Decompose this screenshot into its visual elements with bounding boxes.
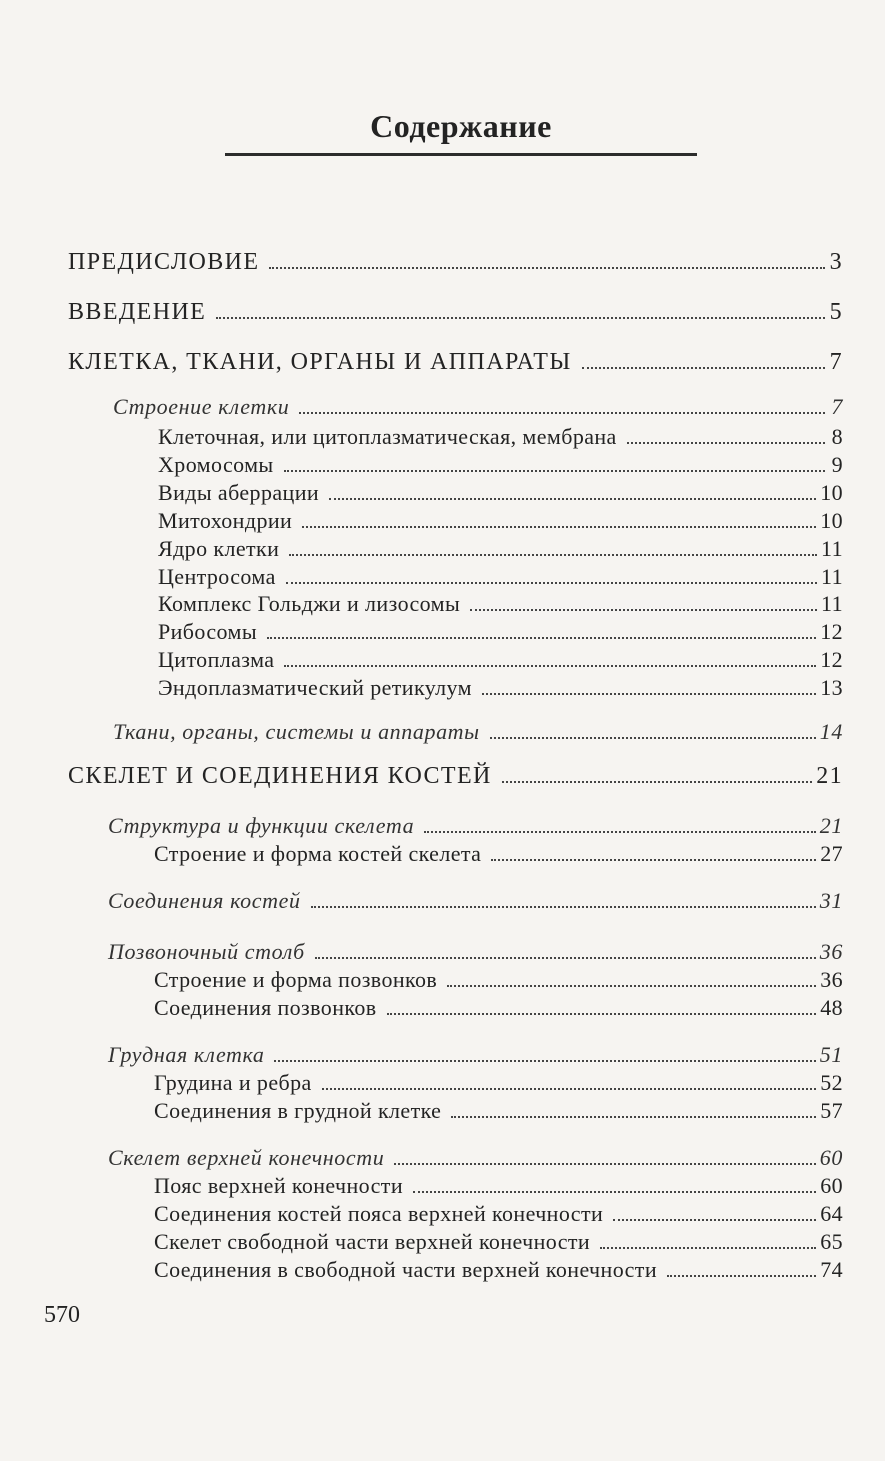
dot-leader	[582, 367, 825, 369]
toc-entry-page: 12	[820, 647, 843, 672]
toc-entry-page: 36	[819, 939, 843, 964]
dot-leader	[451, 1116, 816, 1118]
toc-entry[interactable]	[154, 1069, 843, 1097]
toc-entry-label: Соединения в грудной клетке	[154, 1098, 442, 1123]
toc-entry-page: 27	[820, 841, 843, 866]
dot-leader	[274, 1060, 815, 1062]
toc-entry[interactable]	[68, 348, 843, 376]
dot-leader	[491, 859, 816, 861]
toc-entry[interactable]	[158, 646, 843, 674]
dot-leader	[299, 412, 825, 414]
toc-entry-page: 8	[831, 424, 843, 449]
toc-entry-label: Пояс верхней конечности	[154, 1173, 403, 1198]
toc-entry[interactable]	[108, 1041, 843, 1069]
toc-entry-page: 36	[820, 967, 843, 992]
dot-leader	[284, 665, 816, 667]
toc-entry-label: Позвоночный столб	[108, 939, 305, 964]
toc-entry[interactable]	[158, 618, 843, 646]
toc-entry-label: Структура и функции скелета	[108, 813, 415, 838]
toc-entry-label: КЛЕТКА, ТКАНИ, ОРГАНЫ И АППАРАТЫ	[68, 349, 572, 375]
toc-entry-label: Ткани, органы, системы и аппараты	[113, 719, 480, 744]
toc-entry-label: Строение и форма позвонков	[154, 967, 438, 992]
toc-entry-label: Рибосомы	[158, 619, 257, 644]
toc-entry-page: 14	[819, 719, 843, 744]
toc-entry-label: Строение клетки	[113, 394, 290, 419]
dot-leader	[394, 1163, 815, 1165]
toc-entry[interactable]	[108, 1144, 843, 1172]
dot-leader	[286, 582, 817, 584]
toc-entry-label: Цитоплазма	[158, 647, 275, 672]
dot-leader	[424, 831, 816, 833]
dot-leader	[470, 609, 817, 611]
page-title: Содержание	[370, 108, 552, 144]
toc-entry[interactable]	[113, 718, 843, 746]
page-number: 570	[44, 1302, 80, 1328]
toc-entry-page: 65	[820, 1229, 843, 1254]
toc-entry[interactable]	[68, 298, 843, 326]
toc-entry-page: 5	[829, 299, 843, 325]
dot-leader	[667, 1275, 816, 1277]
dot-leader	[269, 267, 825, 269]
toc-entry[interactable]	[154, 840, 843, 868]
dot-leader	[413, 1191, 816, 1193]
dot-leader	[627, 442, 825, 444]
toc-entry[interactable]	[68, 762, 843, 790]
toc-entry[interactable]	[158, 563, 843, 591]
toc-entry-label: Соединения позвонков	[154, 995, 377, 1020]
dot-leader	[315, 957, 816, 959]
toc-entry-page: 74	[820, 1257, 843, 1282]
toc-entry[interactable]	[154, 1097, 843, 1125]
toc-entry-label: Грудная клетка	[108, 1042, 265, 1067]
dot-leader	[387, 1013, 817, 1015]
dot-leader	[482, 693, 816, 695]
toc-entry-page: 13	[820, 675, 843, 700]
dot-leader	[329, 498, 816, 500]
toc-entry-label: Хромосомы	[158, 452, 274, 477]
toc-entry[interactable]	[154, 1200, 843, 1228]
toc-entry-label: Эндоплазматический ретикулум	[158, 675, 472, 700]
toc-entry-label: ПРЕДИСЛОВИЕ	[68, 249, 260, 275]
toc-entry-page: 11	[821, 564, 843, 589]
dot-leader	[267, 637, 816, 639]
toc-entry[interactable]	[108, 887, 843, 915]
dot-leader	[284, 470, 825, 472]
dot-leader	[447, 985, 816, 987]
dot-leader	[613, 1219, 816, 1221]
toc-entry-label: Скелет свободной части верхней конечности	[154, 1229, 591, 1254]
toc-entry-label: Грудина и ребра	[154, 1070, 312, 1095]
dot-leader	[490, 737, 816, 739]
toc-entry[interactable]	[158, 507, 843, 535]
toc-entry-page: 21	[819, 813, 843, 838]
dot-leader	[600, 1247, 816, 1249]
toc-entry-page: 60	[819, 1145, 843, 1170]
toc-entry[interactable]	[68, 248, 843, 276]
dot-leader	[311, 906, 816, 908]
toc-entry-label: Виды аберрации	[158, 480, 320, 505]
toc-entry[interactable]	[158, 423, 843, 451]
toc-entry-label: Строение и форма костей скелета	[154, 841, 482, 866]
toc-entry-label: Центросома	[158, 564, 276, 589]
toc-entry-label: Клеточная, или цитоплазматическая, мембрана	[158, 424, 617, 449]
toc-entry-page: 64	[820, 1201, 843, 1226]
toc-entry-label: Ядро клетки	[158, 536, 280, 561]
dot-leader	[289, 554, 817, 556]
toc-entry[interactable]	[108, 938, 843, 966]
toc-entry-page: 31	[819, 888, 843, 913]
toc-entry[interactable]	[158, 674, 843, 702]
toc-entry[interactable]	[154, 1172, 843, 1200]
toc-entry-page: 11	[821, 591, 843, 616]
toc-entry[interactable]	[108, 812, 843, 840]
toc-entry-label: Соединения костей	[108, 888, 301, 913]
toc-entry[interactable]	[158, 590, 843, 618]
toc-entry-page: 12	[820, 619, 843, 644]
dot-leader	[502, 781, 812, 783]
dot-leader	[216, 317, 825, 319]
toc-entry-page: 60	[820, 1173, 843, 1198]
toc-entry[interactable]	[158, 479, 843, 507]
toc-entry-page: 3	[829, 249, 843, 275]
dot-leader	[302, 526, 816, 528]
toc-entry-page: 51	[819, 1042, 843, 1067]
toc-entry-page: 21	[816, 763, 843, 789]
toc-entry[interactable]	[158, 535, 843, 563]
toc-entry[interactable]	[158, 451, 843, 479]
toc-entry-label: СКЕЛЕТ И СОЕДИНЕНИЯ КОСТЕЙ	[68, 763, 492, 789]
toc-entry-label: Скелет верхней конечности	[108, 1145, 385, 1170]
toc-entry-page: 10	[820, 508, 843, 533]
toc-entry[interactable]	[154, 994, 843, 1022]
toc-entry[interactable]	[154, 1256, 843, 1284]
toc-entry-page: 10	[820, 480, 843, 505]
toc-entry-label: Соединения костей пояса верхней конечности	[154, 1201, 604, 1226]
toc-entry-label: Митохондрии	[158, 508, 293, 533]
toc-entry-page: 9	[831, 452, 843, 477]
toc-entry[interactable]	[154, 1228, 843, 1256]
toc-entry-page: 11	[821, 536, 843, 561]
toc-entry-label: ВВЕДЕНИЕ	[68, 299, 207, 325]
toc-entry[interactable]	[154, 966, 843, 994]
toc-entry[interactable]	[113, 393, 843, 421]
toc-entry-page: 48	[820, 995, 843, 1020]
toc-entry-page: 57	[820, 1098, 843, 1123]
toc-entry-page: 52	[820, 1070, 843, 1095]
toc-entry-page: 7	[831, 394, 843, 419]
toc-entry-label: Соединения в свободной части верхней конечности	[154, 1257, 657, 1282]
toc-entry-label: Комплекс Гольджи и лизосомы	[158, 591, 461, 616]
toc-entry-page: 7	[829, 349, 843, 375]
dot-leader	[322, 1088, 817, 1090]
